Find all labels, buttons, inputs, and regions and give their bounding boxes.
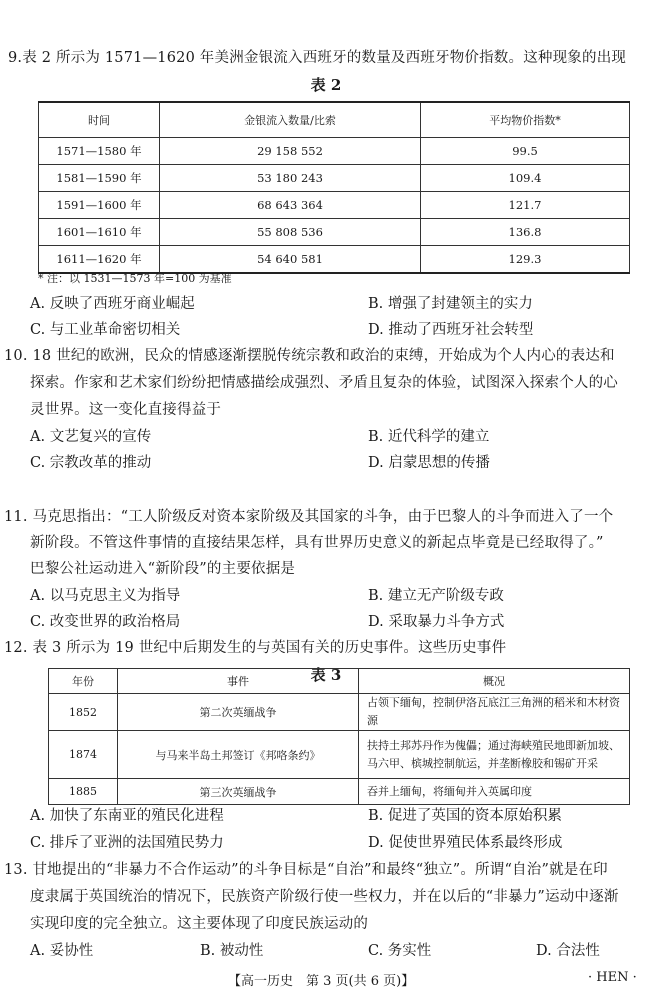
summary-line: 占领下缅甸，控制伊洛瓦底江三角洲的稻米和木材资源: [367, 696, 620, 727]
table-cell: 99.5: [421, 138, 630, 165]
table-2: [38, 101, 630, 274]
q10-line: 探索。作家和艺术家们纷纷把情感描绘成强烈、矛盾且复杂的体验，试图深入探索个人的心: [30, 375, 618, 391]
q12-table-title: 表 3: [310, 666, 342, 684]
table-cell: 136.8: [421, 219, 630, 246]
q12-option-d[interactable]: D. 促使世界殖民体系最终形成: [368, 835, 563, 851]
q9-stem: 9.表 2 所示为 1571—1620 年美洲金银流入西班牙的数量及西班牙物价指数。这种现象的出现: [8, 50, 627, 66]
table-cell: 129.3: [421, 246, 630, 274]
table-row: [39, 192, 630, 219]
table-cell: 1601—1610 年: [39, 219, 160, 246]
table-cell: [359, 731, 630, 779]
table-2-header: 金银流入数量/比索: [160, 102, 421, 138]
table-3-header: 年份: [49, 669, 118, 694]
table-cell: 1852: [49, 694, 118, 731]
table-cell: 第二次英缅战争: [118, 694, 359, 731]
table-cell: 1581—1590 年: [39, 165, 160, 192]
q12-option-a[interactable]: A. 加快了东南亚的殖民化进程: [30, 808, 224, 824]
q13-line: 实现印度的完全独立。这主要体现了印度民族运动的: [30, 916, 369, 932]
q11-line: 11. 马克思指出：“工人阶级反对资本家阶级及其国家的斗争，由于巴黎人的斗争而进入了一个: [4, 509, 614, 525]
table-cell: 53 180 243: [160, 165, 421, 192]
table-2-header: 平均物价指数*: [421, 102, 630, 138]
q10-line: 10. 18 世纪的欧洲，民众的情感逐渐摆脱传统宗教和政治的束缚，开始成为个人内心的表达和: [4, 348, 615, 364]
table-cell: 121.7: [421, 192, 630, 219]
q13-line: 13. 甘地提出的“非暴力不合作运动”的斗争目标是“自治”和最终“独立”。所谓“自治”就是在印: [4, 862, 608, 878]
q10-line: 灵世界。这一变化直接得益于: [30, 402, 222, 418]
table-row: [39, 165, 630, 192]
q10-option-c[interactable]: C. 宗教改革的推动: [30, 455, 152, 471]
q13-option-b[interactable]: B. 被动性: [200, 943, 264, 959]
q13-line: 度隶属于英国统治的情况下，民族资产阶级行使一些权力，并在以后的“非暴力”运动中逐渐: [30, 889, 619, 905]
table-row: [49, 779, 630, 805]
q11-option-a[interactable]: A. 以马克思主义为指导: [30, 588, 181, 604]
table-cell: 与马来半岛土邦签订《邦咯条约》: [118, 731, 359, 779]
q10-option-a[interactable]: A. 文艺复兴的宣传: [30, 429, 152, 445]
table-cell: 29 158 552: [160, 138, 421, 165]
q11-option-c[interactable]: C. 改变世界的政治格局: [30, 614, 181, 630]
page-footer: 【高一历史 第 3 页(共 6 页)】: [228, 974, 415, 989]
table-row: [39, 138, 630, 165]
q12-option-b[interactable]: B. 促进了英国的资本原始积累: [368, 808, 562, 824]
q10-option-b[interactable]: B. 近代科学的建立: [368, 429, 490, 445]
q11-line: 巴黎公社运动进入“新阶段”的主要依据是: [30, 561, 296, 577]
q12-option-c[interactable]: C. 排斥了亚洲的法国殖民势力: [30, 835, 224, 851]
q13-option-a[interactable]: A. 妥协性: [30, 943, 94, 959]
table-cell: 55 808 536: [160, 219, 421, 246]
table-cell: 1611—1620 年: [39, 246, 160, 274]
q13-option-c[interactable]: C. 务实性: [368, 943, 432, 959]
table-cell: 1874: [49, 731, 118, 779]
table-cell: 1591—1600 年: [39, 192, 160, 219]
q10-option-d[interactable]: D. 启蒙思想的传播: [368, 455, 490, 471]
summary-line: 马六甲、槟城控制航运，并垄断橡胶和锡矿开采: [367, 756, 598, 770]
table-cell: [359, 694, 630, 731]
table-3-header: 事件: [118, 669, 359, 694]
table-cell: 1885: [49, 779, 118, 805]
q9-table-title: 表 2: [310, 76, 342, 94]
table-row: [39, 219, 630, 246]
table-row: [39, 246, 630, 274]
q9-option-d[interactable]: D. 推动了西班牙社会转型: [368, 322, 534, 338]
table-cell: 68 643 364: [160, 192, 421, 219]
q13-option-d[interactable]: D. 合法性: [536, 943, 600, 959]
q9-option-a[interactable]: A. 反映了西班牙商业崛起: [30, 296, 195, 312]
table-cell: 第三次英缅战争: [118, 779, 359, 805]
footer-code: · HEN ·: [588, 970, 637, 985]
table-cell: 54 640 581: [160, 246, 421, 274]
table-row: [49, 694, 630, 731]
q11-line: 新阶段。不管这件事情的直接结果怎样，具有世界历史意义的新起点毕竟是已经取得了。”: [30, 535, 604, 551]
summary-line: 吞并上缅甸，将缅甸并入英属印度: [367, 784, 532, 798]
q12-stem: 12. 表 3 所示为 19 世纪中后期发生的与英国有关的历史事件。这些历史事件: [4, 640, 507, 656]
table-3: [48, 668, 630, 805]
table-2-note: * 注：以 1531—1573 年=100 为基准: [38, 272, 232, 285]
table-cell: 109.4: [421, 165, 630, 192]
table-cell: 1571—1580 年: [39, 138, 160, 165]
table-cell: [359, 779, 630, 805]
q11-option-b[interactable]: B. 建立无产阶级专政: [368, 588, 504, 604]
table-3-header: 概况: [359, 669, 630, 694]
q9-option-c[interactable]: C. 与工业革命密切相关: [30, 322, 181, 338]
q11-option-d[interactable]: D. 采取暴力斗争方式: [368, 614, 505, 630]
table-row: [49, 731, 630, 779]
q9-option-b[interactable]: B. 增强了封建领主的实力: [368, 296, 533, 312]
summary-line: 扶持土邦苏丹作为傀儡；通过海峡殖民地即新加坡、: [367, 738, 620, 752]
table-2-header: 时间: [39, 102, 160, 138]
